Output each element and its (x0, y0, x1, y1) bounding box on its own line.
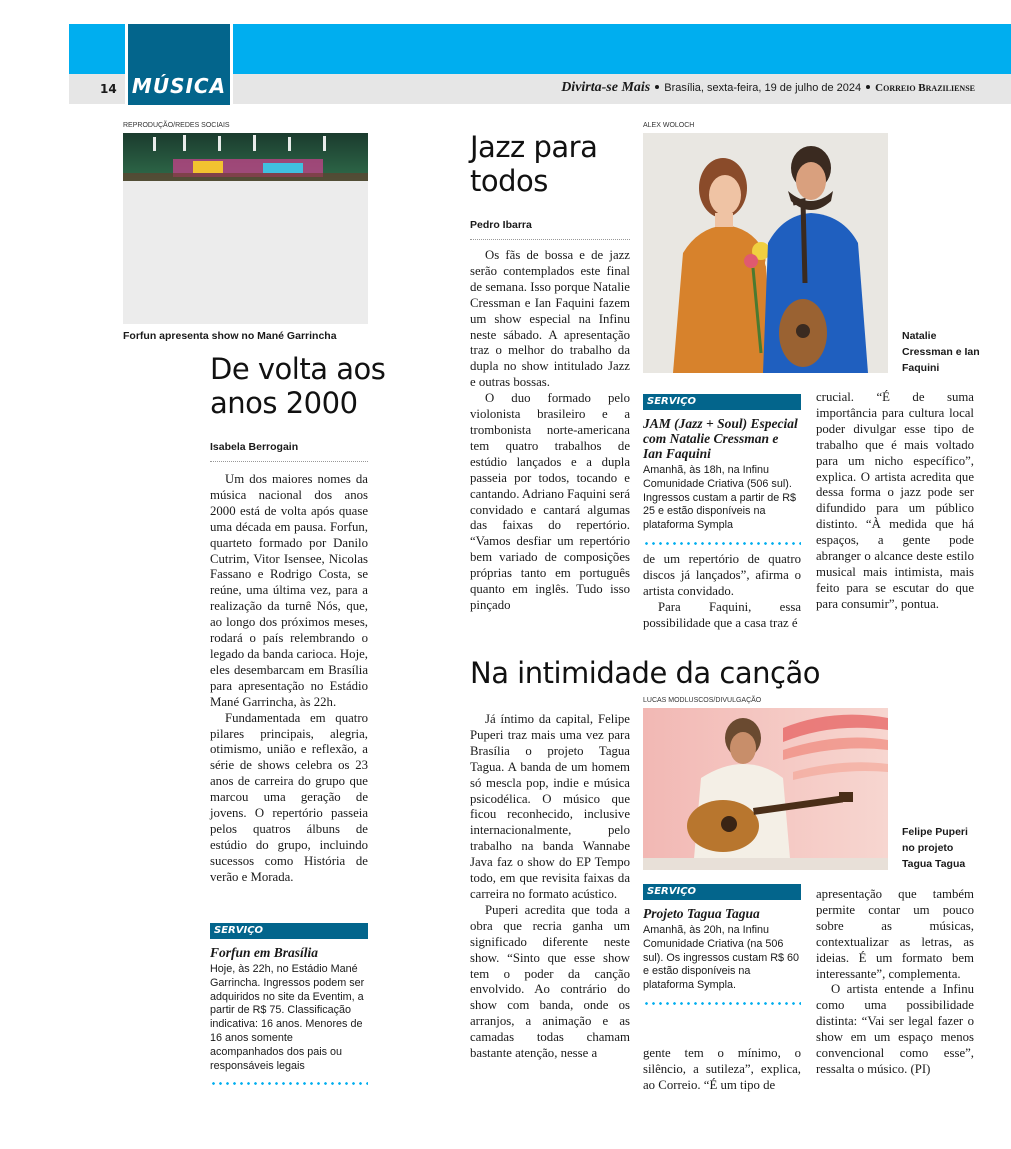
article-headline: Na intimidade da canção (470, 656, 820, 690)
natalie-ian-image (643, 133, 888, 373)
service-title: Projeto Tagua Tagua (643, 906, 760, 921)
paragraph: Para Faquini, essa possibilidade que a casa traz é (643, 599, 801, 630)
paragraph: gente tem o mínimo, o silêncio, a sutileza”, explica, ao Correio. “É um tipo de (643, 1046, 801, 1092)
headline-line: anos 2000 (210, 386, 358, 420)
bullet-icon (655, 85, 659, 89)
paragraph: apresentação que também permite contar um pouco sobre as músicas, contextualizar as letras, as ideias. É um formato bem interessante”, complementa. (816, 887, 974, 981)
paragraph: Os fãs de bossa e de jazz serão contemplados este final de semana. Isso porque Natalie Cressman e Ian Faquini fazem um show especial na Infinu neste sábado. A apresentação traz o melhor do trabalho da dupla no show intitulado Jazz e outras bossas. (470, 248, 630, 390)
puperi-photo (643, 708, 888, 870)
page-number: 14 (100, 82, 117, 96)
dotted-divider (210, 1082, 368, 1085)
header-info (561, 80, 975, 96)
service-box (643, 884, 801, 1005)
service-text: Amanhã, às 18h, na Infinu Comunidade Criativa (506 sul). Ingressos custam a partir de R$ 25 e estão disponíveis na plataforma Sympla (643, 464, 797, 532)
photo-credit: REPRODUÇÃO/REDES SOCIAIS (123, 122, 230, 129)
article-headline (210, 352, 385, 420)
dotted-divider (643, 542, 801, 545)
service-title: JAM (Jazz + Soul) Especial com Natalie Cressman e Ian Faquini (643, 416, 798, 461)
duo-photo (643, 133, 888, 373)
article-body (210, 472, 368, 886)
service-box (643, 394, 801, 545)
supplement-name: Divirta-se Mais (561, 80, 651, 95)
photo-caption: Forfun apresenta show no Mané Garrincha (123, 330, 337, 342)
section-tab (125, 22, 233, 105)
headline-line: Jazz para (470, 130, 598, 164)
section-label: MÚSICA (131, 74, 227, 98)
paragraph: de um repertório de quatro discos já lançados”, afirma o artista convidado. (643, 552, 801, 598)
headline-line: todos (470, 164, 548, 198)
photo-caption: Natalie Cressman e Ian Faquini (902, 330, 980, 374)
service-text: Hoje, às 22h, no Estádio Mané Garrincha. Ingressos podem ser adquiridos no site da Eventim, a partir de R$ 75. Classificação indicativa: 16 anos. Menores de 16 anos somente acompanhados dos pais ou responsáveis legais (210, 963, 365, 1072)
paragraph: Puperi acredita que toda a obra que recria ganha um significado diferente neste show. “Sinto que esse show tem o poder da canção envolvido. Ao contrário do show com banda, onde os arranjos, a animação e as camadas todas chamam bastante atenção, nesse a (470, 902, 630, 1061)
article-headline (470, 130, 597, 198)
service-title: Forfun em Brasília (210, 945, 319, 960)
article-body-col2 (643, 1046, 801, 1094)
concert-stage-image (123, 133, 368, 181)
article-body-col2 (643, 552, 801, 632)
service-label: SERVIÇO (210, 923, 368, 939)
paragraph: crucial. “É de suma importância para cultura local poder divulgar esse tipo de trabalho que é mais voltado para um nicho específico”, explica. O artista acredita que dessa forma o jazz pode ser difundido para um público distinto. “À medida que há espaços, a gente pode abranger o alcance deste estilo musical mais intimista, mais feito para se escutar do que para consumir”, pontua. (816, 390, 974, 611)
byline: Isabela Berrogain (210, 441, 299, 453)
service-label: SERVIÇO (643, 884, 801, 900)
photo-credit: LUCAS MODLUSCOS/DIVULGAÇÃO (643, 697, 762, 704)
paragraph: O artista entende a Infinu como uma possibilidade distinta: “Vai ser legal fazer o show em um espaço menos convencional como esse”, ressalta o músico. (PI) (816, 982, 974, 1076)
paragraph: Um dos maiores nomes da música nacional dos anos 2000 está de volta após quase uma década em pausa. Forfun, quarteto formado por Danilo Cutrim, Vitor Isensee, Nicolas Fassano e Rodrigo Costa, se reúne, uma última vez, para a realização da turnê Nós, que, ao longo dos próximos meses, rodará o país relembrando o legado da banda carioca. Hoje, eles desembarcam em Brasília para apresentação no Estádio Mané Garrincha, às 22h. (210, 472, 368, 709)
bullet-icon (866, 85, 870, 89)
dateline: Brasília, sexta-feira, 19 de julho de 2024 (664, 82, 862, 94)
service-label: SERVIÇO (643, 394, 801, 410)
photo-caption: Felipe Puperi no projeto Tagua Tagua (902, 826, 968, 870)
paragraph: Fundamentada em quatro pilares principais, alegria, otimismo, união e reflexão, a série de shows celebra os 23 anos de carreira do grupo que marcou uma geração de jovens. O repertório passeia pelos quatros álbuns de estúdio do grupo, incluindo sucessos como História de verão e Morada. (210, 710, 368, 884)
byline-divider (470, 239, 630, 240)
paragraph: O duo formado pelo violonista brasileiro e a trombonista norte-americana tem quatro trabalhos de estúdio lançados e a dupla passeia por todos, tocando e cantando. Adriano Faquini será convidado e cantará algumas das faixas do repertório. “Vamos desfiar um repertório bem variado de composições próprias tanto em português quanto em inglês. Tudo isso pinçado (470, 391, 630, 612)
publication-name: Correio Braziliense (875, 82, 975, 94)
article-body-col3 (816, 887, 974, 1078)
article-body-col3 (816, 390, 974, 613)
photo-credit: ALEX WOLOCH (643, 122, 695, 129)
headline-line: De volta aos (210, 352, 386, 386)
forfun-photo (123, 133, 368, 324)
byline-divider (210, 461, 368, 462)
dotted-divider (643, 1002, 801, 1005)
felipe-puperi-image (643, 708, 888, 870)
article-body-col1 (470, 248, 630, 614)
byline: Pedro Ibarra (470, 219, 532, 231)
article-body-col1 (470, 712, 630, 1062)
paragraph: Já íntimo da capital, Felipe Puperi traz mais uma vez para Brasília o projeto Tagua Tagua. A banda de um homem só mescla pop, indie e música psicodélica. O músico que ficou reconhecido, inclusive internacionalmente, pelo trabalho na banda Wannabe Java faz o show do EP Tempo todo, em que revisita faixas da carreira no formato acústico. (470, 712, 630, 901)
service-text: Amanhã, às 20h, na Infinu Comunidade Criativa (na 506 sul). Os ingressos custam R$ 60 e estão disponíveis na plataforma Sympla. (643, 924, 800, 992)
service-box (210, 923, 368, 1085)
